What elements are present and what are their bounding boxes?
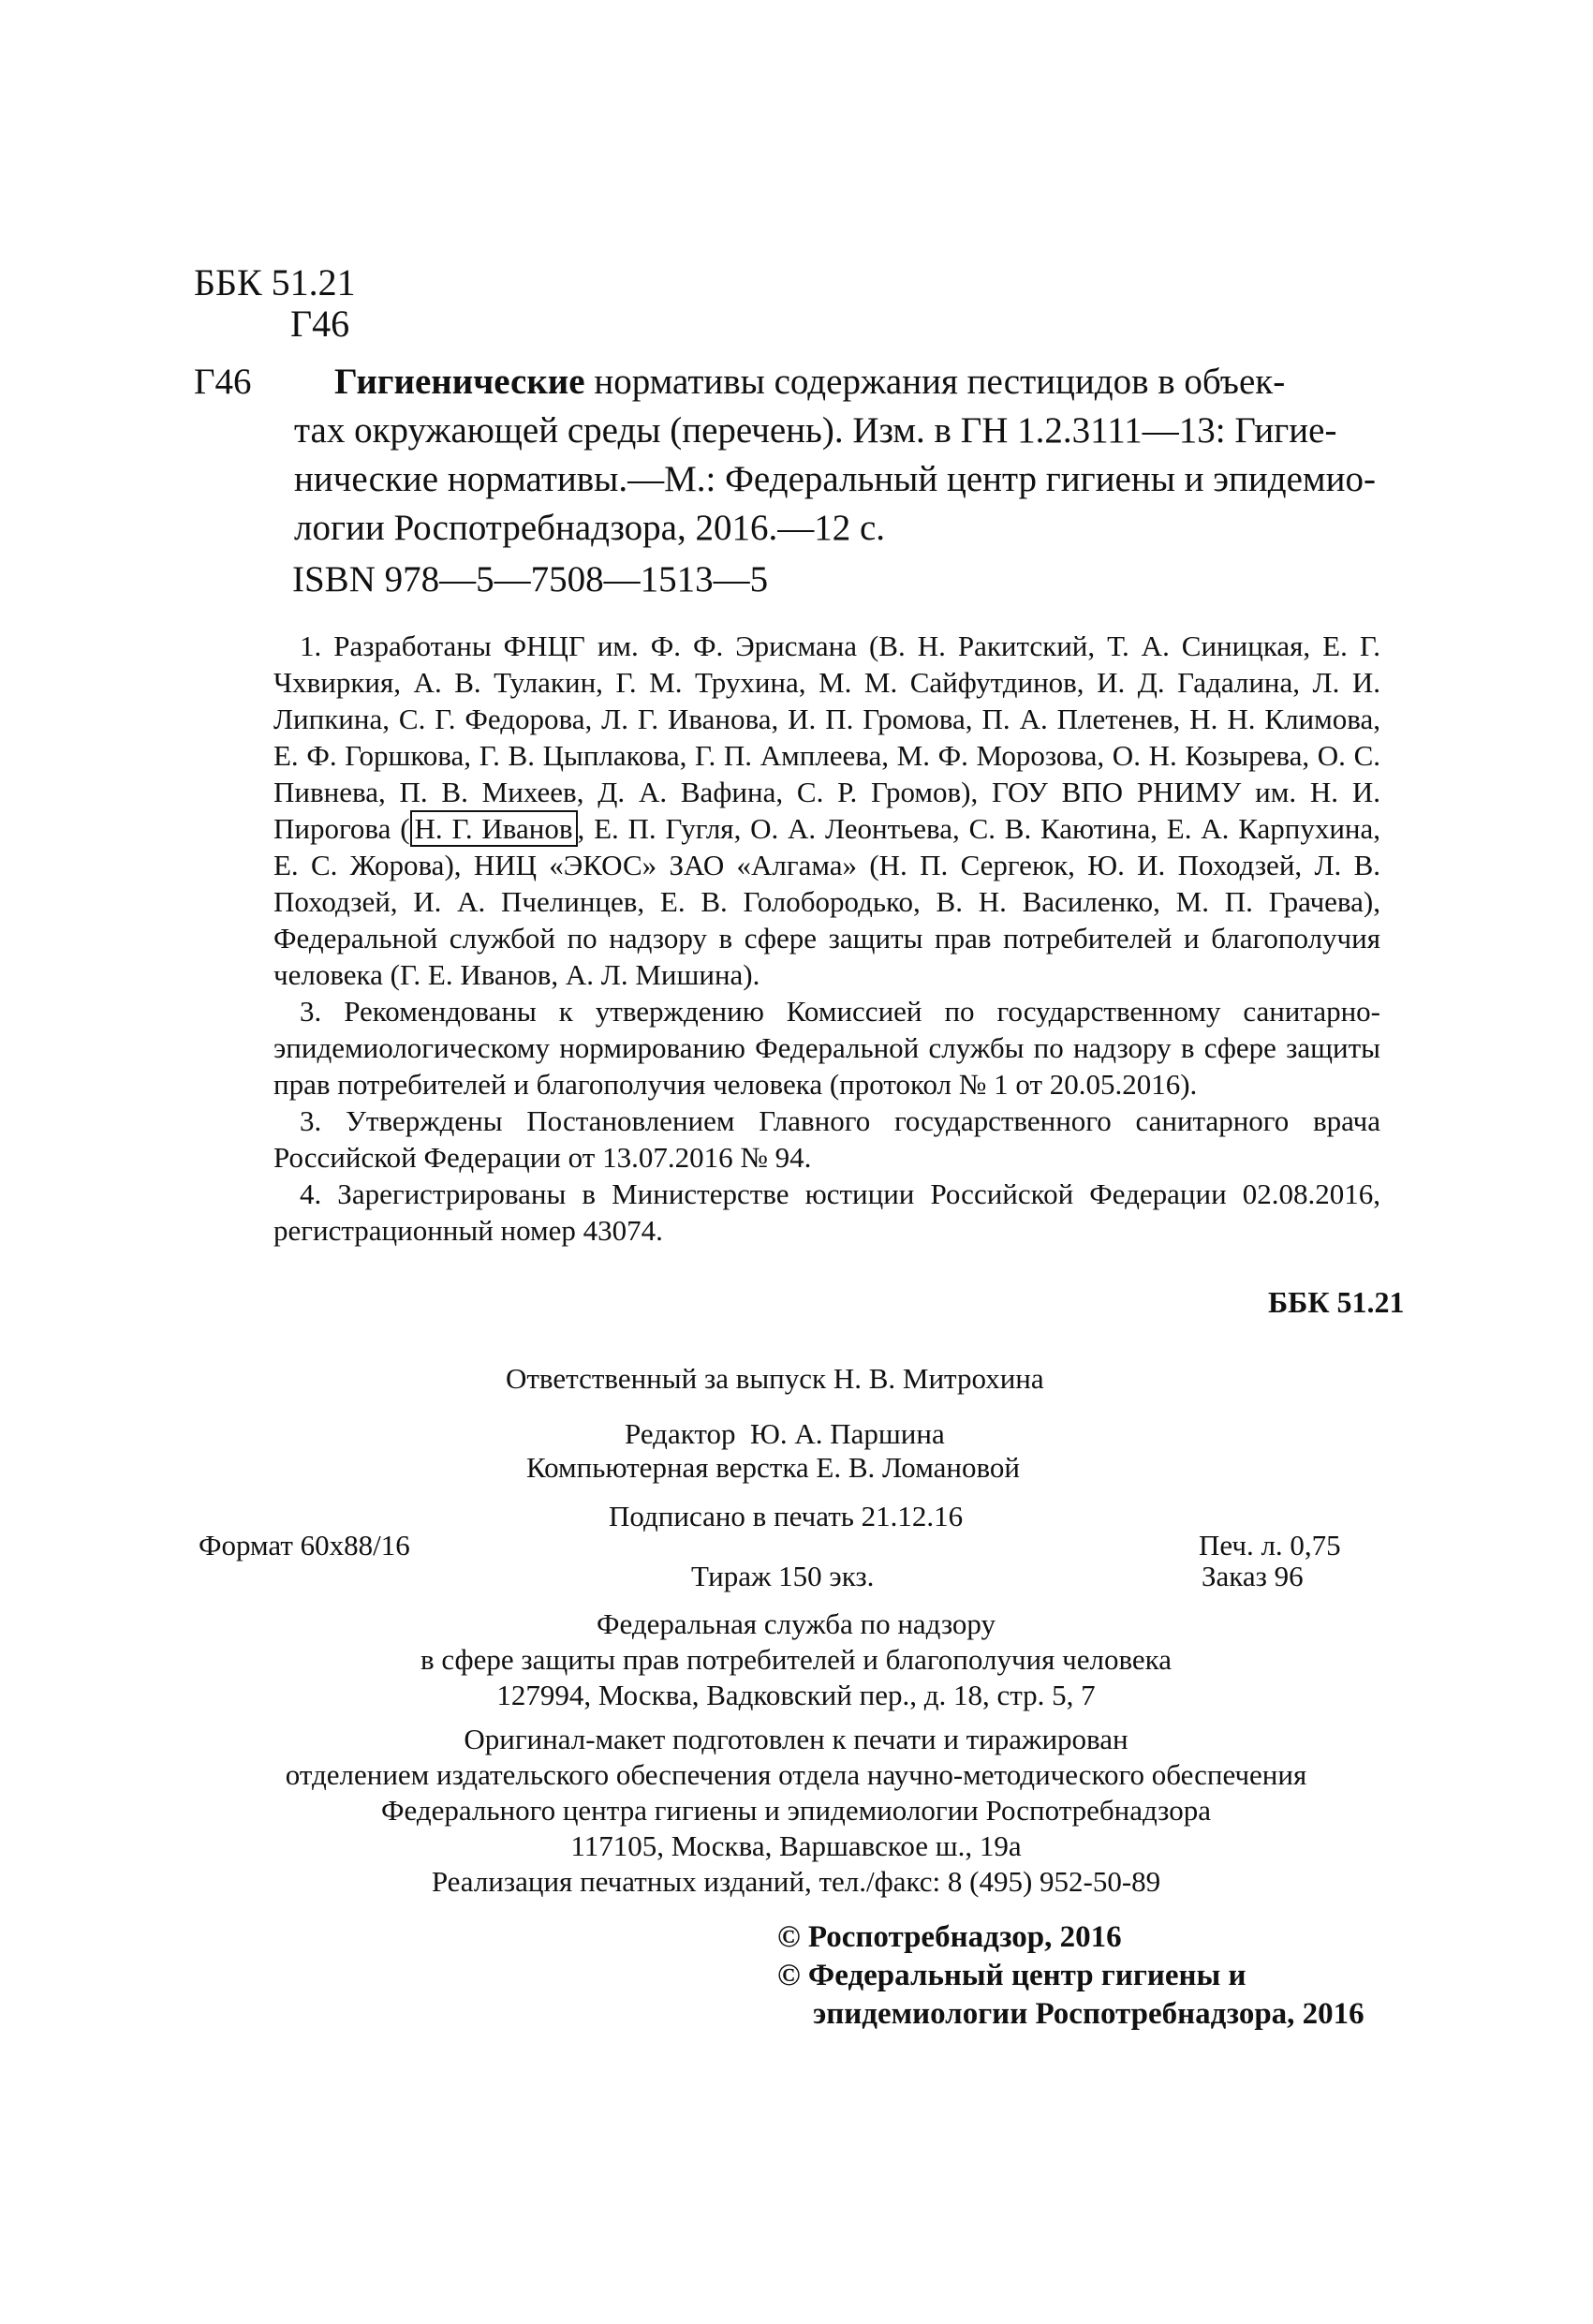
note-developed bbox=[273, 628, 1380, 993]
copyright-line: © Федеральный центр гигиены и bbox=[777, 1959, 1246, 1992]
editor: Редактор Ю. А. Паршина bbox=[625, 1417, 945, 1450]
note-recommended: 3. Рекомендованы к утверждению Комиссией по государственному санитарно-эпидемиологическому нормированию Федеральной службы по надзору в сфере защиты прав потребителей и благополучия человека (протокол № 1 от 20.05.2016). bbox=[273, 995, 1380, 1101]
entry-line: тах окружающей среды (перечень). Изм. в ГН 1.2.3111—13: Гигие- bbox=[294, 410, 1337, 451]
note-approved: 3. Утверждены Постановлением Главного государственного санитарного врача Российской Федерации от 13.07.2016 № 94. bbox=[273, 1104, 1380, 1174]
printer-line: Оригинал-макет подготовлен к печати и тиражирован bbox=[464, 1723, 1128, 1755]
note-registered: 4. Зарегистрированы в Министерстве юстиции Российской Федерации 02.08.2016, регистрационный номер 43074. bbox=[273, 1177, 1380, 1247]
author-mark: Г46 bbox=[290, 303, 350, 345]
bbk-footer: ББК 51.21 bbox=[1268, 1285, 1405, 1319]
copyright-line: © Роспотребнадзор, 2016 bbox=[777, 1920, 1122, 1954]
entry-author-mark: Г46 bbox=[194, 362, 252, 402]
circulation: Тираж 150 экз. bbox=[691, 1560, 875, 1592]
paper-format: Формат 60x88/16 bbox=[199, 1529, 410, 1562]
printer-line: Федерального центра гигиены и эпидемиологии Роспотребнадзора bbox=[381, 1794, 1211, 1827]
layout-credit: Компьютерная верстка Е. В. Ломановой bbox=[526, 1451, 1020, 1484]
boxed-name: Н. Г. Иванов bbox=[410, 810, 578, 847]
publisher-block bbox=[281, 1606, 1311, 1713]
entry-line: логии Роспотребнадзора, 2016.—12 с. bbox=[294, 508, 886, 548]
print-sheets: Печ. л. 0,75 bbox=[1199, 1529, 1341, 1562]
sales-contact: Реализация печатных изданий, тел./факс: 8 (495) 952-50-89 bbox=[431, 1865, 1161, 1898]
printer-block bbox=[187, 1722, 1405, 1900]
publisher-address: 127994, Москва, Вадковский пер., д. 18, стр. 5, 7 bbox=[496, 1679, 1096, 1711]
isbn: ISBN 978—5—7508—1513—5 bbox=[292, 559, 769, 600]
note-developed-text-cont: , Е. П. Гугля, О. А. Леонтьева, С. В. Каютина, Е. А. Карпухина, Е. С. Жорова), НИЦ «ЭКОС» ЗАО «Алгама» (Н. П. Сергеюк, Ю. И. Походзей, Л. В. Походзей, И. А. Пчелинцев, Е. В. Голобородько, В. Н. Василенко, М. П. Грачева), Федеральной службой по надзору в сфере защиты прав потребителей и благополучия человека (Г. Е. Иванов, А. Л. Мишина). bbox=[273, 812, 1381, 991]
printer-address: 117105, Москва, Варшавское ш., 19а bbox=[570, 1829, 1022, 1862]
responsible-person: Ответственный за выпуск Н. В. Митрохина bbox=[506, 1362, 1044, 1395]
entry-title-bold: Гигиенические bbox=[334, 362, 585, 402]
publisher-line: Федеральная служба по надзору bbox=[597, 1607, 996, 1640]
order-number: Заказ 96 bbox=[1202, 1560, 1304, 1592]
bibliographic-entry bbox=[194, 358, 1383, 553]
publisher-line: в сфере защиты прав потребителей и благополучия человека bbox=[420, 1643, 1173, 1676]
entry-line: нические нормативы.—М.: Федеральный центр гигиены и эпидемио- bbox=[294, 459, 1376, 499]
bbk-code: ББК 51.21 bbox=[194, 261, 356, 303]
signed-to-print: Подписано в печать 21.12.16 bbox=[609, 1500, 964, 1532]
copyright-block bbox=[777, 1918, 1364, 2034]
entry-first-line bbox=[194, 358, 1383, 407]
notes-block bbox=[273, 628, 1380, 1249]
entry-title-rest: нормативы содержания пестицидов в объек- bbox=[584, 362, 1286, 402]
note-developed-text: 1. Разработаны ФНЦГ им. Ф. Ф. Эрисмана (В. Н. Ракитский, Т. А. Синицкая, Е. Г. Чхвиркия, А. В. Тулакин, Г. М. Трухина, М. М. Сайфутдинов, И. Д. Гадалина, Л. И. Липкина, С. Г. Федорова, Л. Г. Иванова, И. П. Громова, П. А. Плетенев, Н. Н. Климова, Е. Ф. Горшкова, Г. В. Цыплакова, Г. П. Амплеева, М. Ф. Морозова, О. Н. Козырева, О. С. Пивнева, П. В. Михеев, Д. А. Вафина, С. Р. Громов), ГОУ ВПО РНИМУ им. Н. И. Пирогова ( bbox=[273, 629, 1380, 845]
copyright-line: эпидемиологии Роспотребнадзора, 2016 bbox=[813, 1997, 1364, 2031]
printer-line: отделением издательского обеспечения отдела научно-методического обеспечения bbox=[285, 1758, 1307, 1791]
